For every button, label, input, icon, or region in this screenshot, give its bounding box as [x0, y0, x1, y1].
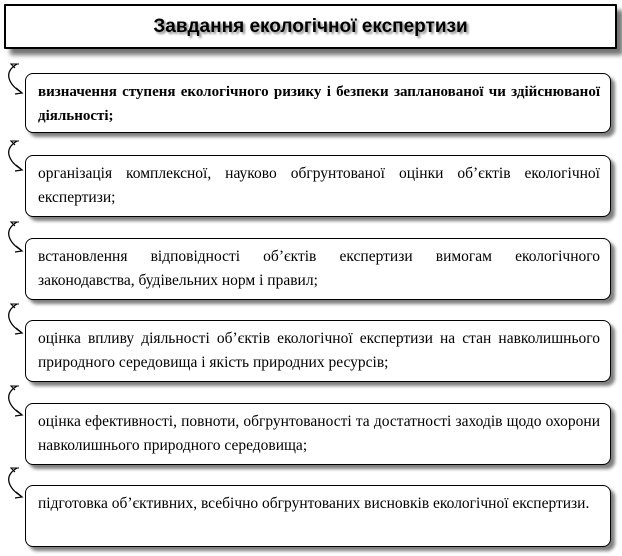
task-box-impact-assessment	[25, 320, 611, 382]
diagram-title: Завдання екологічної експертизи	[153, 15, 468, 37]
task-text: оцінка впливу діяльності об’єктів екологічної експертизи на стан навколишнього природного середовища і якість природних ресурсів;	[38, 330, 600, 371]
curved-arrow-icon	[3, 466, 27, 500]
task-text: підготовка об’єктивних, всебічно обгрунтованих висновків екологічної експертизи.	[38, 495, 590, 512]
task-box-conclusions	[25, 485, 611, 547]
task-text: визначення ступеня екологічного ризику і безпеки запланованої чи здійснюваної діяльності;	[38, 84, 600, 124]
curved-arrow-icon	[3, 139, 27, 173]
task-box-complex-evaluation	[25, 155, 611, 217]
task-text: встановлення відповідності об’єктів експертизи вимогам екологічного законодавства, будівельних норм і правил;	[38, 248, 600, 289]
task-box-legislation-compliance	[25, 238, 611, 300]
curved-arrow-icon	[3, 220, 27, 254]
title-box	[4, 4, 617, 49]
curved-arrow-icon	[3, 302, 27, 336]
task-text: оцінка ефективності, повноти, обгрунтованості та достатності заходів щодо охорони навколишнього природного середовища;	[38, 413, 600, 454]
curved-arrow-icon	[3, 62, 27, 96]
task-box-risk-assessment	[25, 73, 611, 133]
task-text: організація комплексної, науково обгрунтованої оцінки об’єктів екологічної експертизи;	[38, 165, 600, 206]
curved-arrow-icon	[3, 384, 27, 418]
task-box-efficiency-assessment	[25, 403, 611, 465]
